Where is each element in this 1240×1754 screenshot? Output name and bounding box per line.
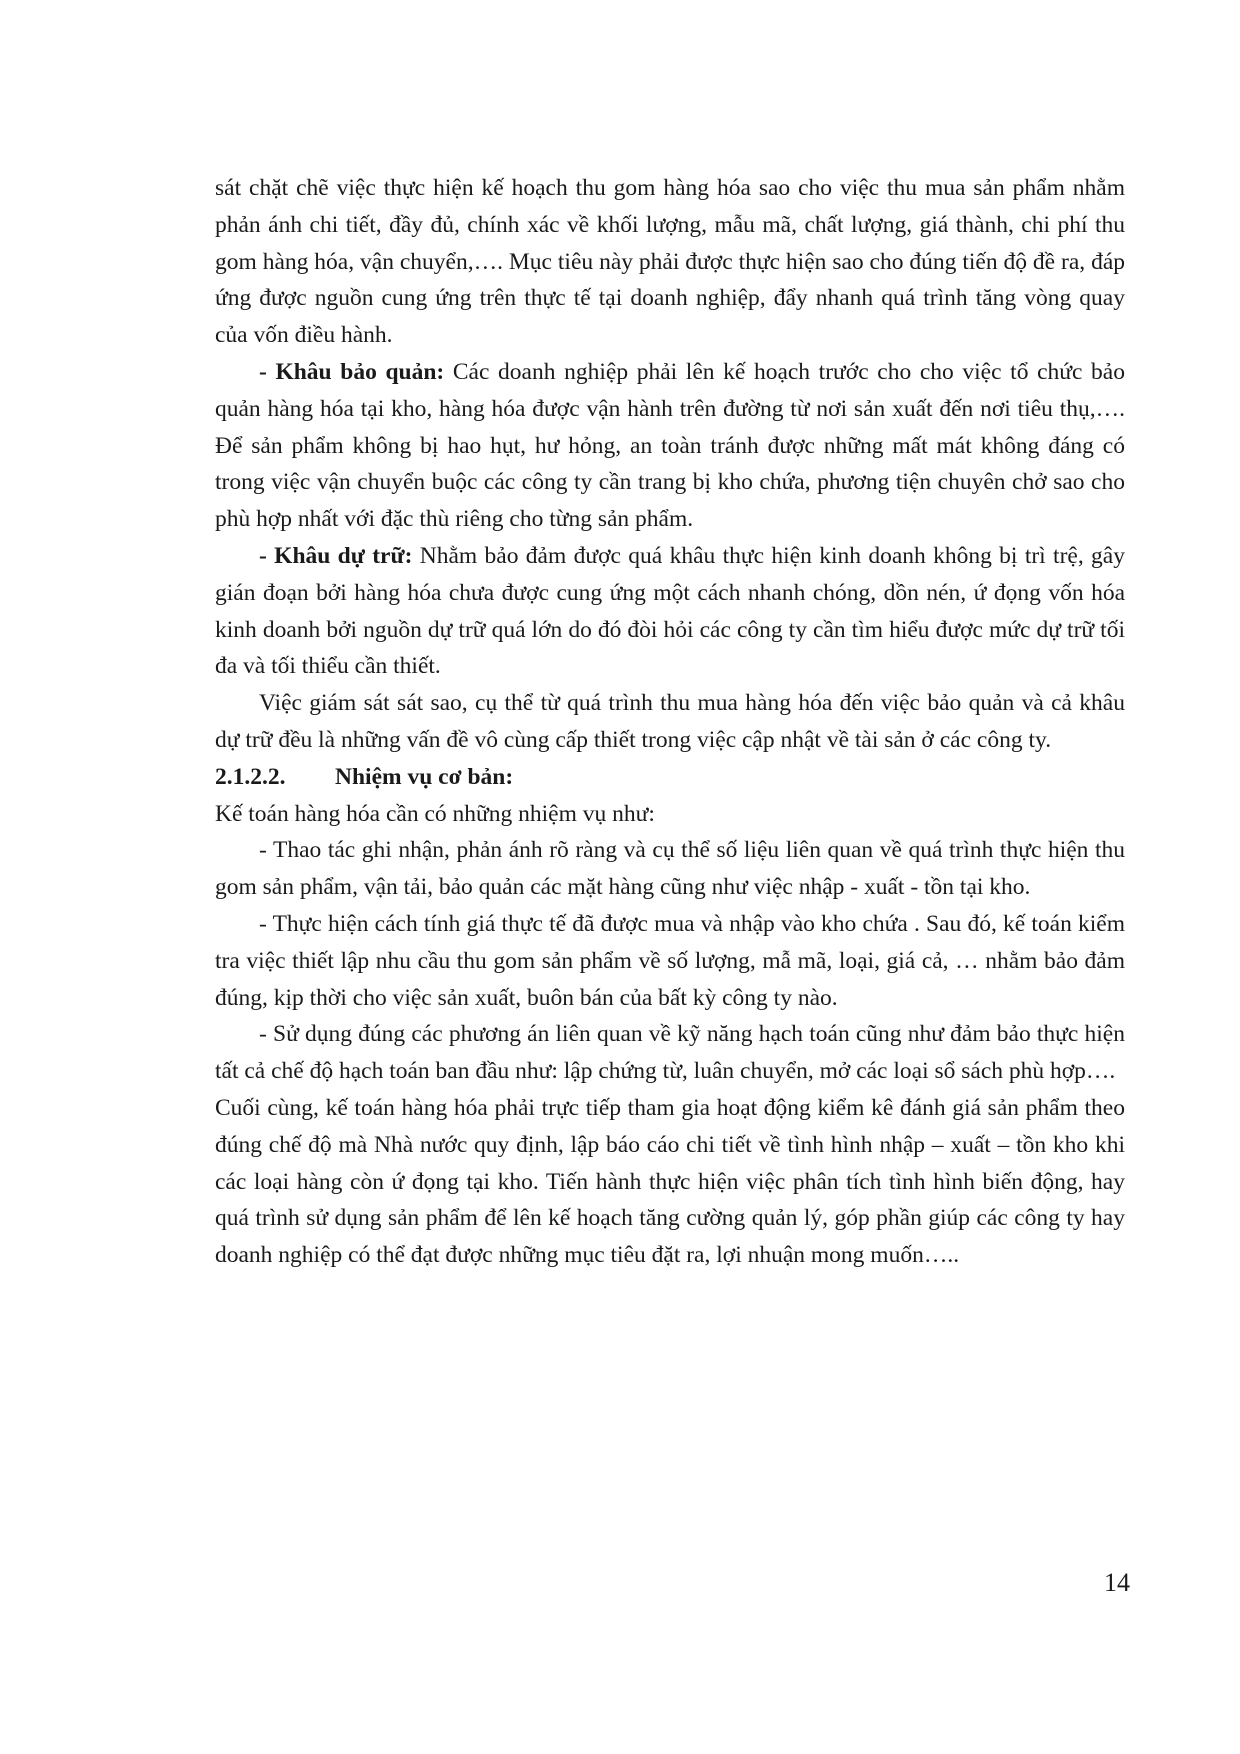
list-item-thao-tac: - Thao tác ghi nhận, phản ánh rõ ràng và cụ thể số liệu liên quan về quá trình thực hiện thu gom sản phẩm, vận tải, bảo quản các mặt hàng cũng như việc nhập - xuất - tồn tại kho. — [215, 837, 1125, 901]
label-khau-du-tru: - Khâu dự trữ: — [259, 542, 413, 569]
section-title: Nhiệm vụ cơ bản: — [335, 763, 514, 790]
section-heading — [215, 759, 1125, 796]
text-khau-bao-quan: Các doanh nghiệp phải lên kế hoạch trước cho cho việc tổ chức bảo quản hàng hóa tại kho, hàng hóa được vận hành trên đường từ nơi sản xuất đến nơi tiêu thụ,…. Để sản phẩm không bị hao hụt, hư hỏng, an toàn tránh được những mất mát không đáng có trong việc vận chuyển buộc các công ty cần trang bị kho chứa, phương tiện chuyên chở sao cho phù hợp nhất với đặc thù riêng cho từng sản phẩm. — [215, 358, 1125, 533]
paragraph-giam-sat: Việc giám sát sát sao, cụ thể từ quá trình thu mua hàng hóa đến việc bảo quản và cả khâu dự trữ đều là những vấn đề vô cùng cấp thiết trong việc cập nhật về tài sản ở các công ty. — [215, 690, 1125, 753]
page-number: 14 — [1104, 1568, 1130, 1597]
paragraph-continuation: sát chặt chẽ việc thực hiện kế hoạch thu gom hàng hóa sao cho việc thu mua sản phẩm nhằm phản ánh chi tiết, đầy đủ, chính xác về khối lượng, mẫu mã, chất lượng, giá thành, chi phí thu gom hàng hóa, vận chuyển,…. Mục tiêu này phải được thực hiện sao cho đúng tiến độ đề ra, đáp ứng được nguồn cung ứng trên thực tế tại doanh nghiệp, đẩy nhanh quá trình tăng vòng quay của vốn điều hành. — [215, 175, 1125, 349]
paragraph-intro-nhiem-vu: Kế toán hàng hóa cần có những nhiệm vụ như: — [215, 800, 655, 827]
paragraph-du-tru — [215, 538, 1125, 685]
list-item-thuc-hien: - Thực hiện cách tính giá thực tế đã được mua và nhập vào kho chứa . Sau đó, kế toán kiểm tra việc thiết lập nhu cầu thu gom sản phẩm về số lượng, mẫ mã, loại, giá cả, … nhằm bảo đảm đúng, kịp thời cho việc sản xuất, buôn bán của bất kỳ công ty nào. — [215, 910, 1125, 1011]
label-khau-bao-quan: - Khâu bảo quản: — [259, 358, 445, 385]
paragraph-bao-quan — [215, 354, 1125, 538]
list-item-su-dung: - Sử dụng đúng các phương án liên quan về kỹ năng hạch toán cũng như đảm bảo thực hiện tất cả chế độ hạch toán ban đầu như: lập chứng từ, luân chuyển, mở các loại sổ sách phù hợp…. — [215, 1021, 1125, 1085]
text-khau-du-tru: Nhằm bảo đảm được quá khâu thực hiện kinh doanh không bị trì trệ, gây gián đoạn bởi hàng hóa chưa được cung ứng một cách nhanh chóng, dồn nén, ứ đọng vốn hóa kinh doanh bởi nguồn dự trữ quá lớn do đó đòi hỏi các công ty cần tìm hiểu được mức dự trữ tối đa và tối thiểu cần thiết. — [215, 542, 1125, 680]
document-body — [215, 170, 1125, 1274]
section-number: 2.1.2.2. — [215, 763, 286, 790]
paragraph-cuoi-cung: Cuối cùng, kế toán hàng hóa phải trực tiếp tham gia hoạt động kiểm kê đánh giá sản phẩm theo đúng chế độ mà Nhà nước quy định, lập báo cáo chi tiết về tình hình nhập – xuất – tồn kho khi các loại hàng còn ứ đọng tại kho. Tiến hành thực hiện việc phân tích tình hình biến động, hay quá trình sử dụng sản phẩm để lên kế hoạch tăng cường quản lý, góp phần giúp các công ty hay doanh nghiệp có thể đạt được những mục tiêu đặt ra, lợi nhuận mong muốn….. — [215, 1094, 1125, 1269]
